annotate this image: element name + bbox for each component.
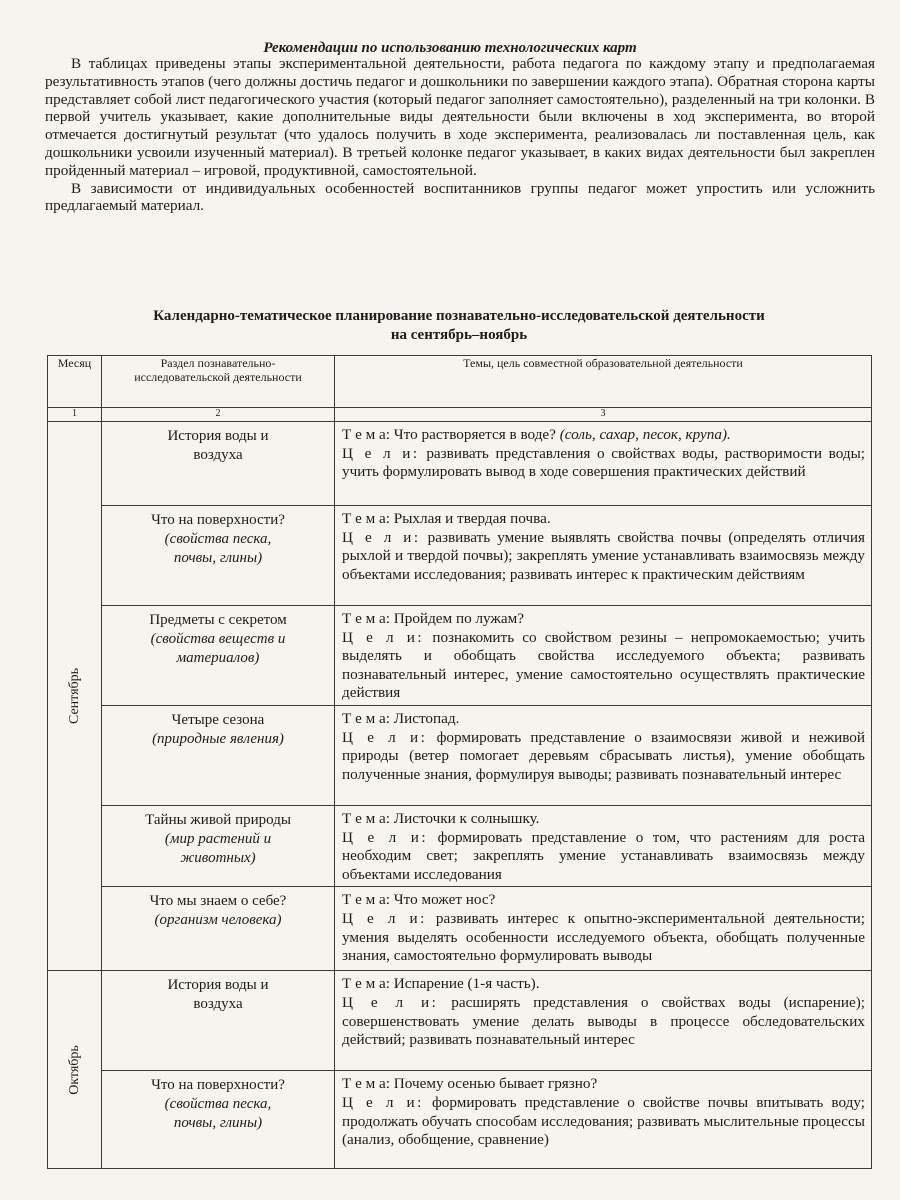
table-row xyxy=(48,422,872,506)
topic-cell xyxy=(335,422,872,506)
topic-label: Т е м а: xyxy=(342,426,390,443)
topic-label: Т е м а: xyxy=(342,891,390,909)
goal-line xyxy=(342,1094,865,1150)
topic-label: Т е м а: xyxy=(342,975,390,993)
header-section: Раздел познавательно-исследовательской деятельности xyxy=(102,356,335,408)
table-row xyxy=(48,706,872,806)
goal-text: расширять представления о свойствах воды (испарение); совершенствовать умение делать выводы в процессе обследовательских действий; развивать познавательный интерес xyxy=(342,993,865,1049)
month-cell xyxy=(48,971,102,1169)
topic-cell xyxy=(335,506,872,606)
goal-text: развивать интерес к опытно-экспериментальной деятельности; умения выделять особенности исследуемого объекта, обобщать полученные знания, самостоятельно формулировать выводы xyxy=(342,909,865,965)
header-topics: Темы, цель совместной образовательной деятельности xyxy=(335,356,872,408)
section-subtitle: (свойства веществ и материалов) xyxy=(150,631,286,666)
topic-label: Т е м а: xyxy=(342,810,390,827)
plan-title xyxy=(0,307,900,345)
month-cell xyxy=(48,422,102,971)
topic-line xyxy=(342,975,865,994)
planning-table xyxy=(47,355,872,1169)
topic-cell xyxy=(335,806,872,887)
month-label: Сентябрь xyxy=(66,668,82,725)
goal-line xyxy=(342,445,865,482)
goal-line xyxy=(342,994,865,1050)
month-label: Октябрь xyxy=(66,1045,82,1095)
section-name: Тайны живой природы xyxy=(145,812,291,828)
section-subtitle: (свойства песка, почвы, глины) xyxy=(164,1096,272,1132)
section-name: История воды и воздуха xyxy=(167,977,269,1013)
topic-line xyxy=(342,510,865,529)
recommendations-title: Рекомендации по использованию технологических карт xyxy=(263,40,637,56)
goal-line xyxy=(342,910,865,966)
goal-label: Ц е л и: xyxy=(342,628,425,646)
goal-label: Ц е л и: xyxy=(342,828,429,846)
goal-line xyxy=(342,529,865,585)
section-cell xyxy=(102,887,335,971)
section-name: Что мы знаем о себе? xyxy=(149,893,287,910)
goal-label: Ц е л и: xyxy=(342,1093,424,1111)
topic-line xyxy=(342,426,865,445)
section-cell xyxy=(102,706,335,806)
goal-label: Ц е л и: xyxy=(342,728,428,746)
goal-label: Ц е л и: xyxy=(342,993,439,1011)
topic-cell xyxy=(335,706,872,806)
goal-text: развивать представления о свойствах воды, растворимости воды; учить формулировать вывод в ходе совершения практических действий xyxy=(342,444,866,481)
section-name: Четыре сезона xyxy=(171,712,265,728)
topic-cell xyxy=(335,971,872,1071)
table-row xyxy=(48,806,872,887)
topic-note: (соль, сахар, песок, крупа). xyxy=(559,426,731,443)
topic-label: Т е м а: xyxy=(342,1075,390,1093)
goal-label: Ц е л и: xyxy=(342,909,427,927)
topic-label: Т е м а: xyxy=(342,610,390,627)
goal-text: формировать представление о свойстве почвы впитывать воду; продолжать обучать способам исследования; развивать мыслительные процессы (анализ, обобщение, сравнение) xyxy=(342,1093,865,1149)
table-row xyxy=(48,887,872,971)
topic-text: Листочки к солнышку. xyxy=(393,810,540,827)
section-name: История воды и воздуха xyxy=(167,428,269,463)
table-row xyxy=(48,506,872,606)
goal-text: развивать умение выявлять свойства почвы (определять отличия рыхлой и твердой почвы); закреплять умение устанавливать взаимосвязь между объектами исследования; развивать интерес к практическим действиям xyxy=(342,528,866,583)
column-number: 2 xyxy=(102,408,335,422)
table-header-row xyxy=(48,356,872,408)
section-cell xyxy=(102,806,335,887)
goal-label: Ц е л и: xyxy=(342,528,421,546)
section-cell xyxy=(102,422,335,506)
table-row xyxy=(48,606,872,706)
section-cell xyxy=(102,1071,335,1169)
goal-line xyxy=(342,629,865,703)
section-cell xyxy=(102,506,335,606)
section-subtitle: (природные явления) xyxy=(152,731,284,747)
column-number: 1 xyxy=(48,408,102,422)
section-cell xyxy=(102,971,335,1071)
topic-text: Пройдем по лужам? xyxy=(393,610,525,627)
recommendations-text xyxy=(45,55,875,215)
section-subtitle: (организм человека) xyxy=(154,912,282,929)
goal-line xyxy=(342,829,865,885)
goal-text: формировать представление о взаимосвязи живой и неживой природы (ветер помогает деревьям сбрасывать листья), умение обобщать полученные знания, формулируя выводы; развивать познавательный интерес xyxy=(342,728,866,783)
goal-text: формировать представление о том, что растениям для роста необходим свет; закреплять умение устанавливать взаимосвязь между объектами исследования xyxy=(342,828,865,883)
topic-text: Что может нос? xyxy=(393,891,496,909)
section-subtitle: (мир растений и животных) xyxy=(164,831,272,866)
topic-line xyxy=(342,891,865,910)
table-row xyxy=(48,971,872,1071)
topic-line xyxy=(342,810,865,829)
section-name: Предметы с секретом xyxy=(149,612,287,628)
topic-label: Т е м а: xyxy=(342,710,390,727)
topic-line xyxy=(342,710,865,729)
intro-paragraph: В таблицах приведены этапы экспериментальной деятельности, работа педагога по каждому этапу и предполагаемая результативность этапов (чего должны достичь педагог и дошкольники по завершении каждого этапа). Обратная сторона карты представляет собой лист педагогического участия (который педагог заполняет самостоятельно), разделенный на три колонки. В первой учитель указывает, какие дополнительные виды деятельности были включены в ход эксперимента, во второй отмечается достигнутый результат (что удалось получить в ходе эксперимента, реализовалась ли поставленная цель, как дошкольники усвоили изученный материал). В третьей колонке педагог указывает, в каких видах деятельности был закреплен пройденный материал – игровой, продуктивной, самостоятельной. xyxy=(45,55,875,179)
header-month: Месяц xyxy=(48,356,102,408)
topic-text: Листопад. xyxy=(393,710,460,727)
plan-title-line: Календарно-тематическое планирование познавательно-исследовательской деятельности xyxy=(153,308,765,324)
topic-label: Т е м а: xyxy=(342,510,390,527)
topic-cell xyxy=(335,606,872,706)
topic-line xyxy=(342,1075,865,1094)
topic-text: Испарение (1-я часть). xyxy=(393,975,540,993)
section-name: Что на поверхности? xyxy=(151,512,285,528)
topic-line xyxy=(342,610,865,629)
plan-title-line: на сентябрь–ноябрь xyxy=(390,327,528,343)
column-number-row xyxy=(48,408,872,422)
topic-text: Почему осенью бывает грязно? xyxy=(393,1075,598,1093)
table-row xyxy=(48,1071,872,1169)
goal-line xyxy=(342,729,865,785)
topic-text: Рыхлая и твердая почва. xyxy=(393,510,551,527)
section-name: Что на поверхности? xyxy=(151,1077,285,1094)
goal-label: Ц е л и: xyxy=(342,444,420,462)
topic-text: Что растворяется в воде? xyxy=(393,426,556,443)
intro-paragraph: В зависимости от индивидуальных особенностей воспитанников группы педагог может упростить или усложнить предлагаемый материал. xyxy=(45,179,875,215)
section-subtitle: (свойства песка, почвы, глины) xyxy=(164,531,272,566)
goal-text: познакомить со свойством резины – непромокаемостью; учить выделять и обобщать свойства исследуемого объекта; развивать познавательный интерес, умение самостоятельно осуществлять практические действия xyxy=(342,628,866,702)
column-number: 3 xyxy=(335,408,872,422)
section-cell xyxy=(102,606,335,706)
topic-cell xyxy=(335,1071,872,1169)
topic-cell xyxy=(335,887,872,971)
